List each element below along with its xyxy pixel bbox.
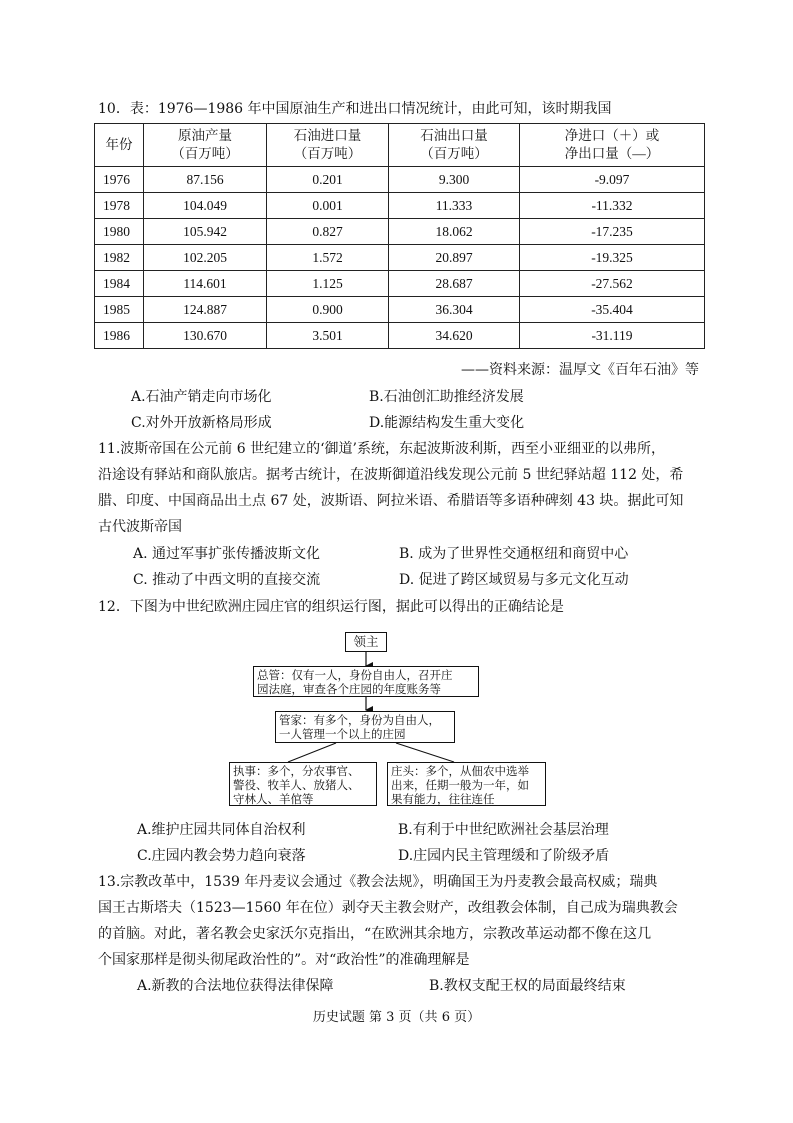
- q12-stem: 12．下图为中世纪欧洲庄园庄官的组织运行图，据此可以得出的正确结论是: [98, 599, 564, 615]
- table-cell: 124.887: [144, 297, 267, 323]
- table-cell: 1.572: [267, 245, 389, 271]
- line-bailiff-to-officers: [288, 743, 336, 762]
- q13-option-b[interactable]: B.教权支配王权的局面最终结束: [429, 978, 626, 994]
- q11-line-4: 古代波斯帝国: [98, 519, 182, 535]
- q12-option-a[interactable]: A.维护庄园共同体自治权利: [137, 822, 306, 838]
- table-cell: 18.062: [389, 219, 520, 245]
- table-cell: 104.049: [144, 193, 267, 219]
- table-cell: 11.333: [389, 193, 520, 219]
- q12-option-d[interactable]: D.庄园内民主管理缓和了阶级矛盾: [398, 848, 610, 864]
- q10-source: ——资料来源：温厚文《百年石油》等: [461, 362, 699, 378]
- q11-option-b[interactable]: B. 成为了世界性交通枢纽和商贸中心: [399, 546, 629, 562]
- diagram-reeve-box: 庄头：多个，从佃农中选举 出来，任期一般为一年，如 果有能力，往往连任: [387, 762, 546, 806]
- q11-option-d[interactable]: D. 促进了跨区域贸易与多元文化互动: [399, 572, 629, 588]
- table-cell: 130.670: [144, 323, 267, 349]
- table-cell: 20.897: [389, 245, 520, 271]
- table-cell: -27.562: [520, 271, 705, 297]
- table-cell: 1982: [95, 245, 144, 271]
- line-bailiff-to-reeve: [396, 743, 454, 762]
- table-cell: 0.827: [267, 219, 389, 245]
- table-cell: -19.325: [520, 245, 705, 271]
- q11-line-2: 沿途设有驿站和商队旅店。据考古统计，在波斯御道沿线发现公元前 5 世纪驿站超 112 处，希: [98, 467, 684, 483]
- q11-option-c[interactable]: C. 推动了中西文明的直接交流: [133, 572, 321, 588]
- q10-option-c[interactable]: C.对外开放新格局形成: [131, 415, 272, 431]
- q13-line-3: 的首脑。对此，著名教会史家沃尔克指出，“在欧洲其余地方，宗教改革运动都不像在这几: [98, 926, 652, 942]
- q11-line-1: 11.波斯帝国在公元前 6 世纪建立的‘御道’系统，东起波斯波利斯，西至小亚细亚的以弗所，: [98, 441, 665, 457]
- table-cell: 1985: [95, 297, 144, 323]
- table-cell: 102.205: [144, 245, 267, 271]
- header-export: 石油出口量 （百万吨）: [389, 124, 520, 167]
- table-cell: 1986: [95, 323, 144, 349]
- diagram-officers-box: 执事：多个，分农事官、 警役、牧羊人、放猪人、 守林人、羊倌等: [229, 762, 377, 806]
- table-cell: -11.332: [520, 193, 705, 219]
- table-cell: 1984: [95, 271, 144, 297]
- q10-option-d[interactable]: D.能源结构发生重大变化: [369, 415, 525, 431]
- q13-line-4: 个国家那样是彻头彻尾政治性的”。对“政治性”的准确理解是: [98, 952, 470, 968]
- table-cell: -31.119: [520, 323, 705, 349]
- table-cell: 3.501: [267, 323, 389, 349]
- table-cell: 114.601: [144, 271, 267, 297]
- q13-line-2: 国王古斯塔夫（1523—1560 年在位）剥夺天主教会财产，改组教会体制，自己成为瑞典教会: [98, 900, 678, 916]
- table-cell: 0.001: [267, 193, 389, 219]
- diagram-bailiff-box: 管家：有多个，身份为自由人， 一人管理一个以上的庄园: [275, 711, 455, 743]
- table-cell: -17.235: [520, 219, 705, 245]
- diagram-lord-box: 领主: [345, 632, 387, 652]
- header-import: 石油进口量 （百万吨）: [267, 124, 389, 167]
- q10-option-b[interactable]: B.石油创汇助推经济发展: [369, 389, 524, 405]
- q12-option-c[interactable]: C.庄园内教会势力趋向衰落: [137, 848, 306, 864]
- diagram-steward-box: 总管：仅有一人，身份自由人，召开庄 园法庭，审查各个庄园的年度账务等: [253, 666, 479, 697]
- table-cell: 1976: [95, 167, 144, 193]
- q11-option-a[interactable]: A. 通过军事扩张传播波斯文化: [133, 546, 321, 562]
- table-cell: 9.300: [389, 167, 520, 193]
- header-year: 年份: [95, 124, 144, 167]
- q10-option-a[interactable]: A.石油产销走向市场化: [131, 389, 272, 405]
- table-cell: 87.156: [144, 167, 267, 193]
- table-cell: 0.900: [267, 297, 389, 323]
- table-cell: 1980: [95, 219, 144, 245]
- table-cell: 1.125: [267, 271, 389, 297]
- page-footer: 历史试题 第 3 页（共 6 页）: [312, 1010, 481, 1025]
- header-production: 原油产量 （百万吨）: [144, 124, 267, 167]
- table-cell: 105.942: [144, 219, 267, 245]
- table-cell: -35.404: [520, 297, 705, 323]
- q11-line-3: 腊、印度、中国商品出土点 67 处，波斯语、阿拉米语、希腊语等多语种碑刻 43 块。据此可知: [98, 493, 684, 509]
- table-cell: 36.304: [389, 297, 520, 323]
- header-net: 净进口（＋）或 净出口量（—）: [520, 124, 705, 167]
- q12-option-b[interactable]: B.有利于中世纪欧洲社会基层治理: [398, 822, 609, 838]
- table-cell: 1978: [95, 193, 144, 219]
- table-cell: 0.201: [267, 167, 389, 193]
- table-cell: 28.687: [389, 271, 520, 297]
- q13-option-a[interactable]: A.新教的合法地位获得法律保障: [137, 978, 334, 994]
- q13-line-1: 13.宗教改革中，1539 年丹麦议会通过《教会法规》，明确国王为丹麦教会最高权威；瑞典: [98, 874, 658, 890]
- table-cell: 34.620: [389, 323, 520, 349]
- q10-stem: 10．表：1976—1986 年中国原油生产和进出口情况统计，由此可知，该时期我国: [98, 101, 612, 117]
- table-cell: -9.097: [520, 167, 705, 193]
